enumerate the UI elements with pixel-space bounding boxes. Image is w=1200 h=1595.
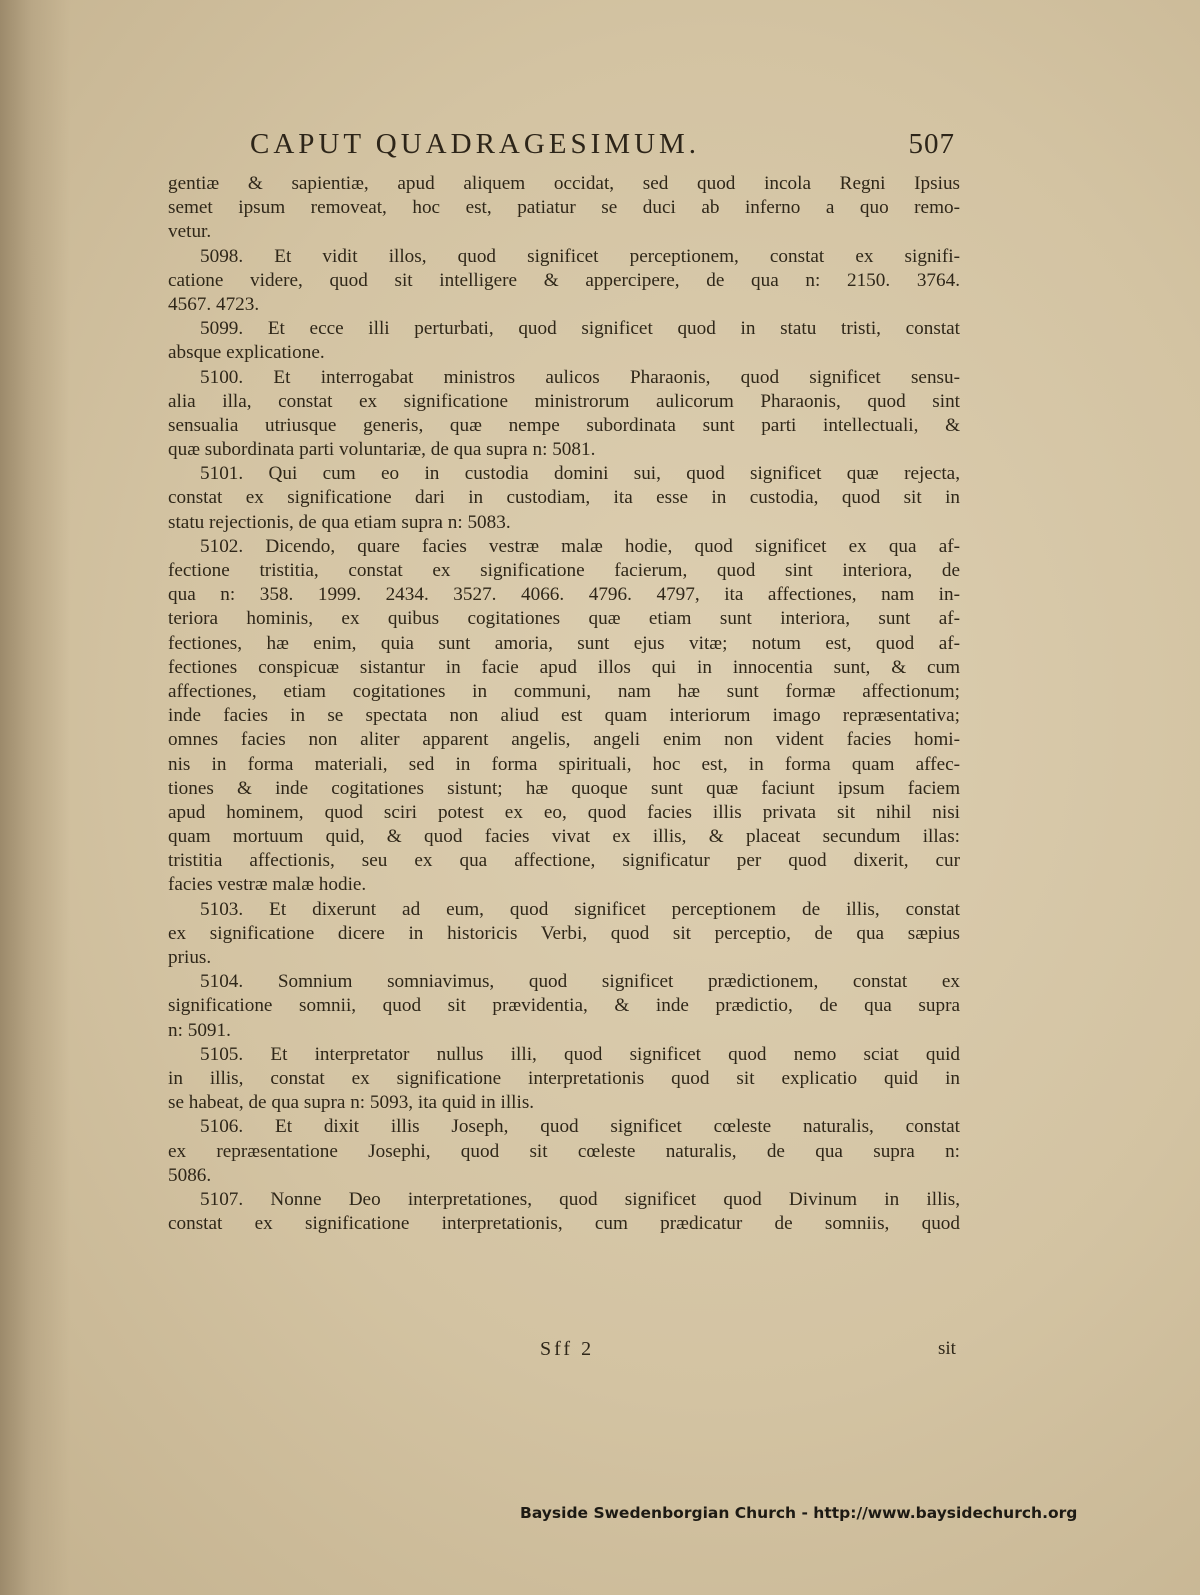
text-line: teriora hominis, ex quibus cogitationes quæ etiam sunt interiora, sunt af-: [168, 608, 960, 630]
text-line: statu rejectionis, de qua etiam supra n: 5083.: [168, 511, 511, 533]
text-line: tristitia affectionis, seu ex qua affectione, significatur per quod dixerit, cur: [168, 850, 960, 872]
text-line: catione videre, quod sit intelligere & appercipere, de qua n: 2150. 3764.: [168, 269, 960, 291]
text-line: vetur.: [168, 221, 212, 243]
signature-mark: Sff 2: [540, 1338, 595, 1360]
paragraph-start-5101: 5101. Qui cum eo in custodia domini sui, quod significet quæ rejecta,: [200, 463, 960, 485]
text-line: quæ subordinata parti voluntariæ, de qua supra n: 5081.: [168, 439, 596, 461]
text-line: qua n: 358. 1999. 2434. 3527. 4066. 4796. 4797, ita affectiones, nam in-: [168, 584, 960, 606]
paragraph-start-5099: 5099. Et ecce illi perturbati, quod significet quod in statu tristi, constat: [200, 318, 960, 340]
text-line: tiones & inde cogitationes sistunt; hæ quoque sunt quæ faciunt ipsum faciem: [168, 777, 960, 799]
text-line: ex repræsentatione Josephi, quod sit cœleste naturalis, de qua supra n:: [168, 1140, 960, 1162]
paragraph-start-5107: 5107. Nonne Deo interpretationes, quod significet quod Divinum in illis,: [200, 1188, 960, 1210]
paragraph-start-5105: 5105. Et interpretator nullus illi, quod significet quod nemo sciat quid: [200, 1043, 960, 1065]
text-line: n: 5091.: [168, 1019, 231, 1041]
text-line: absque explicatione.: [168, 342, 325, 364]
text-line: inde facies in se spectata non aliud est quam interiorum imago repræsentativa;: [168, 705, 960, 727]
paragraph-start-5102: 5102. Dicendo, quare facies vestræ malæ hodie, quod significet ex qua af-: [200, 535, 960, 557]
text-line: ex significatione dicere in historicis Verbi, quod sit perceptio, de qua sæpius: [168, 922, 960, 944]
text-line: apud hominem, quod sciri potest ex eo, quod facies illis privata sit nihil nisi: [168, 801, 960, 823]
page-header: [250, 128, 955, 168]
text-line: constat ex significatione dari in custodiam, ita esse in custodia, quod sit in: [168, 487, 960, 509]
text-line: 4567. 4723.: [168, 293, 260, 315]
running-head: CAPUT QUADRAGESIMUM.: [250, 128, 701, 160]
text-line: prius.: [168, 947, 212, 968]
text-line: in illis, constat ex significatione interpretationis quod sit explicatio quid in: [168, 1067, 960, 1089]
text-line: affectiones, etiam cogitationes in communi, nam hæ sunt formæ affectionum;: [168, 680, 960, 702]
text-line: significatione somnii, quod sit prævidentia, & inde prædictio, de qua supra: [168, 995, 960, 1017]
page-number: 507: [908, 128, 955, 160]
text-line: facies vestræ malæ hodie.: [168, 874, 367, 896]
text-line: omnes facies non aliter apparent angelis, angeli enim non vident facies homi-: [168, 729, 960, 751]
text-line: se habeat, de qua supra n: 5093, ita quid in illis.: [168, 1092, 535, 1114]
text-line: fectiones conspicuæ sistantur in facie apud illos qui in innocentia sunt, & cum: [168, 656, 960, 678]
text-line: constat ex significatione interpretationis, cum prædicatur de somniis, quod: [168, 1213, 960, 1235]
paragraph-start-5104: 5104. Somnium somniavimus, quod significet prædictionem, constat ex: [200, 971, 960, 993]
text-line: fectione tristitia, constat ex significatione facierum, quod sint interiora, de: [168, 560, 960, 581]
page-gutter-shadow: [0, 0, 70, 1595]
watermark-credit: Bayside Swedenborgian Church - http://www.baysidechurch.org: [520, 1504, 1078, 1522]
text-line: fectiones, hæ enim, quia sunt amoria, sunt ejus vitæ; notum est, quod af-: [168, 632, 960, 654]
paragraph-start-5098: 5098. Et vidit illos, quod significet perceptionem, constat ex signifi-: [200, 245, 960, 267]
text-line: sensualia utriusque generis, quæ nempe subordinata sunt parti intellectuali, &: [168, 414, 960, 436]
text-line: gentiæ & sapientiæ, apud aliquem occidat, sed quod incola Regni Ipsius: [168, 173, 960, 194]
text-line: nis in forma materiali, sed in forma spirituali, hoc est, in forma quam affec-: [168, 753, 960, 775]
text-line: 5086.: [168, 1164, 212, 1186]
text-line: semet ipsum removeat, hoc est, patiatur se duci ab inferno a quo remo-: [168, 197, 960, 219]
paragraph-start-5106: 5106. Et dixit illis Joseph, quod significet cœleste naturalis, constat: [200, 1116, 960, 1138]
paragraph-start-5100: 5100. Et interrogabat ministros aulicos Pharaonis, quod significet sensu-: [200, 366, 960, 388]
catchword: sit: [938, 1338, 956, 1359]
paragraph-start-5103: 5103. Et dixerunt ad eum, quod significet perceptionem de illis, constat: [200, 898, 960, 920]
body-text: [168, 172, 960, 1236]
text-line: alia illa, constat ex significatione ministrorum aulicorum Pharaonis, quod sint: [168, 390, 960, 412]
text-line: quam mortuum quid, & quod facies vivat ex illis, & placeat secundum illas:: [168, 826, 960, 848]
